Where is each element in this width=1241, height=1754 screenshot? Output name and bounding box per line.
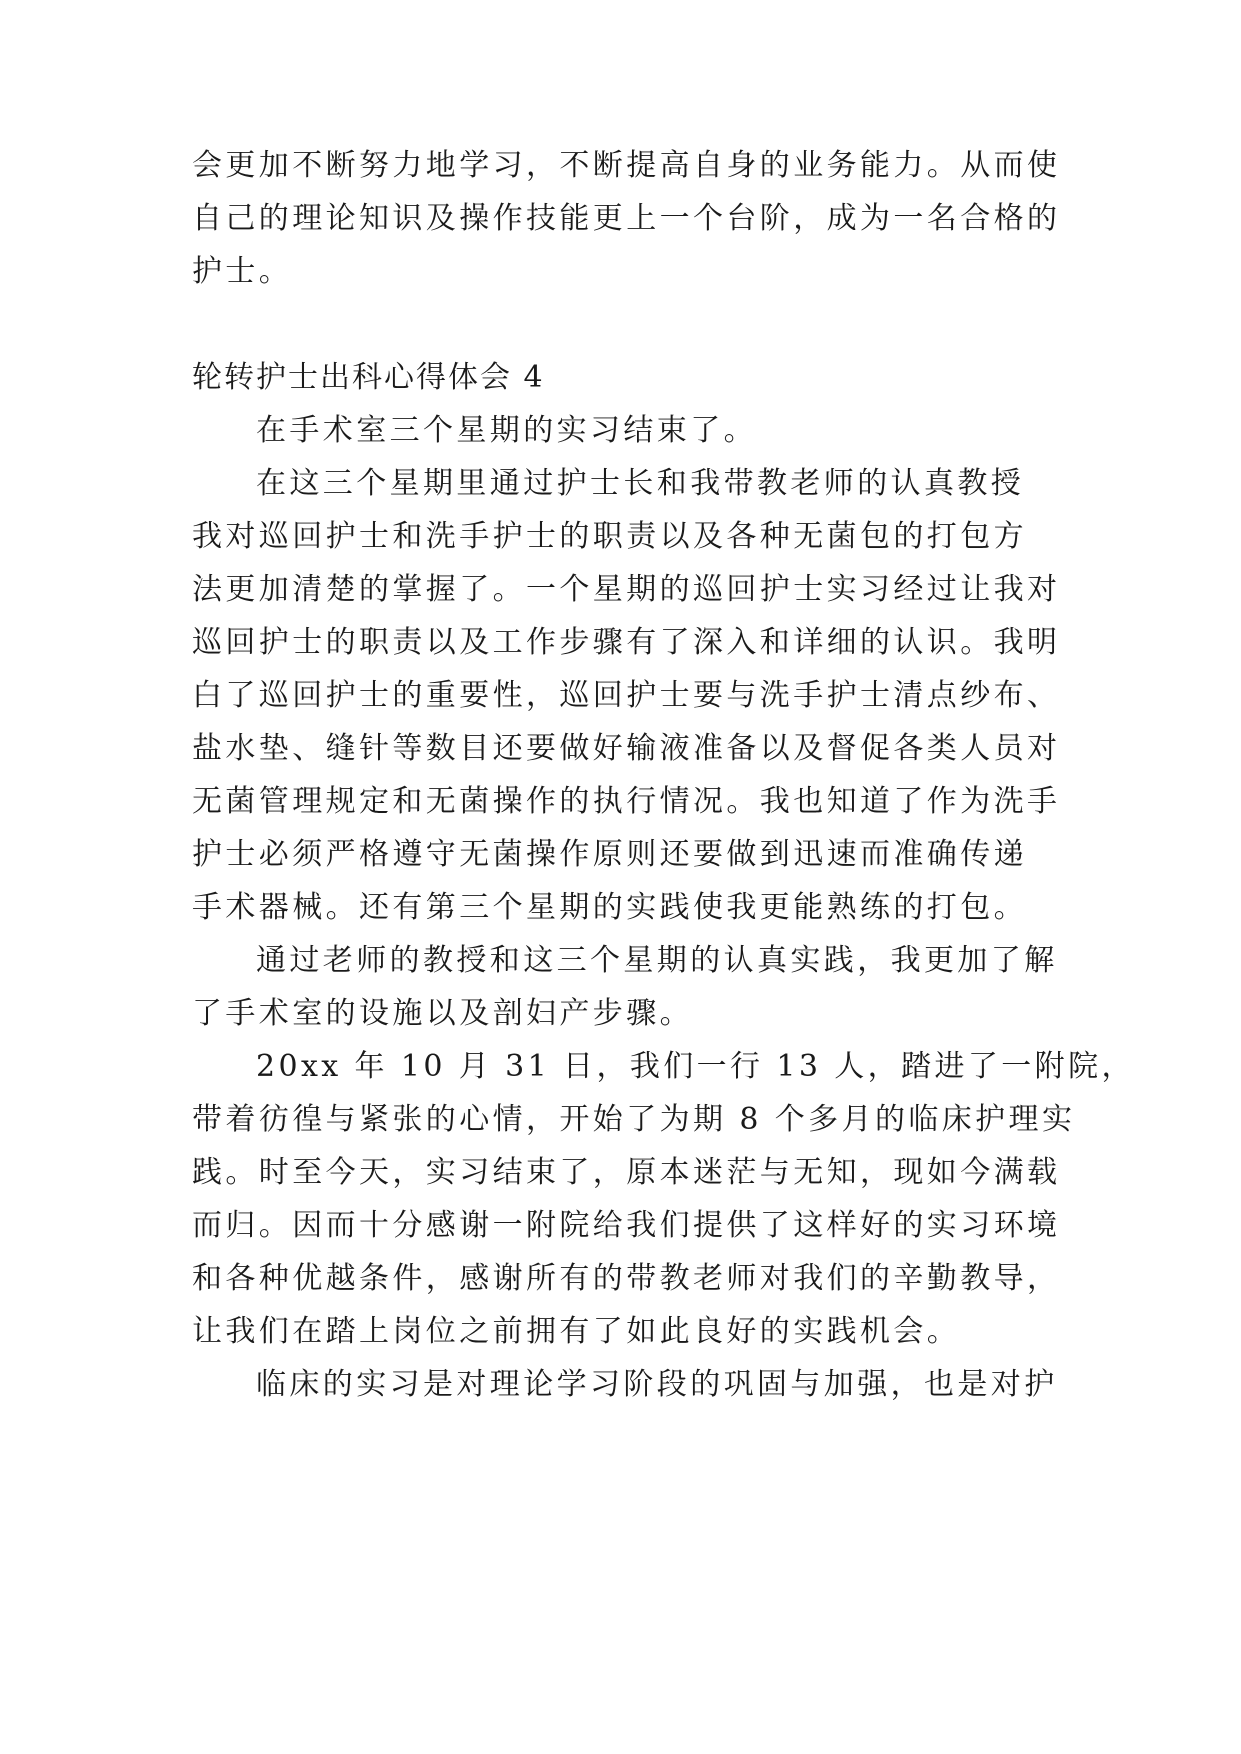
section-heading: 轮转护士出科心得体会 4 [192, 360, 545, 395]
text-line: 巡回护士的职责以及工作步骤有了深入和详细的认识。我明 [192, 625, 1061, 660]
text-line: 而归。因而十分感谢一附院给我们提供了这样好的实习环境 [192, 1208, 1061, 1243]
text-line: 盐水垫、缝针等数目还要做好输液准备以及督促各类人员对 [192, 731, 1061, 766]
paragraph-first-line: 临床的实习是对理论学习阶段的巩固与加强，也是对护 [256, 1367, 1058, 1402]
text-line: 手术器械。还有第三个星期的实践使我更能熟练的打包。 [192, 890, 1027, 925]
paragraph-first-line: 在这三个星期里通过护士长和我带教老师的认真教授 [256, 466, 1025, 501]
text-line: 护士。 [192, 254, 293, 289]
text-line: 护士必须严格遵守无菌操作原则还要做到迅速而准确传递 [192, 837, 1027, 872]
text-line: 和各种优越条件，感谢所有的带教老师对我们的辛勤教导， [192, 1261, 1061, 1296]
text-line: 法更加清楚的掌握了。一个星期的巡回护士实习经过让我对 [192, 572, 1061, 607]
paragraph-first-line: 通过老师的教授和这三个星期的认真实践，我更加了解 [256, 943, 1058, 978]
text-line: 践。时至今天，实习结束了，原本迷茫与无知，现如今满载 [192, 1155, 1061, 1190]
text-line: 无菌管理规定和无菌操作的执行情况。我也知道了作为洗手 [192, 784, 1061, 819]
text-line: 自己的理论知识及操作技能更上一个台阶，成为一名合格的 [192, 201, 1061, 236]
text-line: 带着彷徨与紧张的心情，开始了为期 8 个多月的临床护理实 [192, 1102, 1076, 1137]
text-line: 了手术室的设施以及剖妇产步骤。 [192, 996, 693, 1031]
text-line: 我对巡回护士和洗手护士的职责以及各种无菌包的打包方 [192, 519, 1027, 554]
text-line: 让我们在踏上岗位之前拥有了如此良好的实践机会。 [192, 1314, 961, 1349]
text-line: 会更加不断努力地学习，不断提高自身的业务能力。从而使 [192, 148, 1061, 183]
paragraph-first-line: 20xx 年 10 月 31 日，我们一行 13 人，踏进了一附院， [256, 1049, 1135, 1084]
paragraph-first-line: 在手术室三个星期的实习结束了。 [256, 413, 757, 448]
text-line: 白了巡回护士的重要性，巡回护士要与洗手护士清点纱布、 [192, 678, 1061, 713]
